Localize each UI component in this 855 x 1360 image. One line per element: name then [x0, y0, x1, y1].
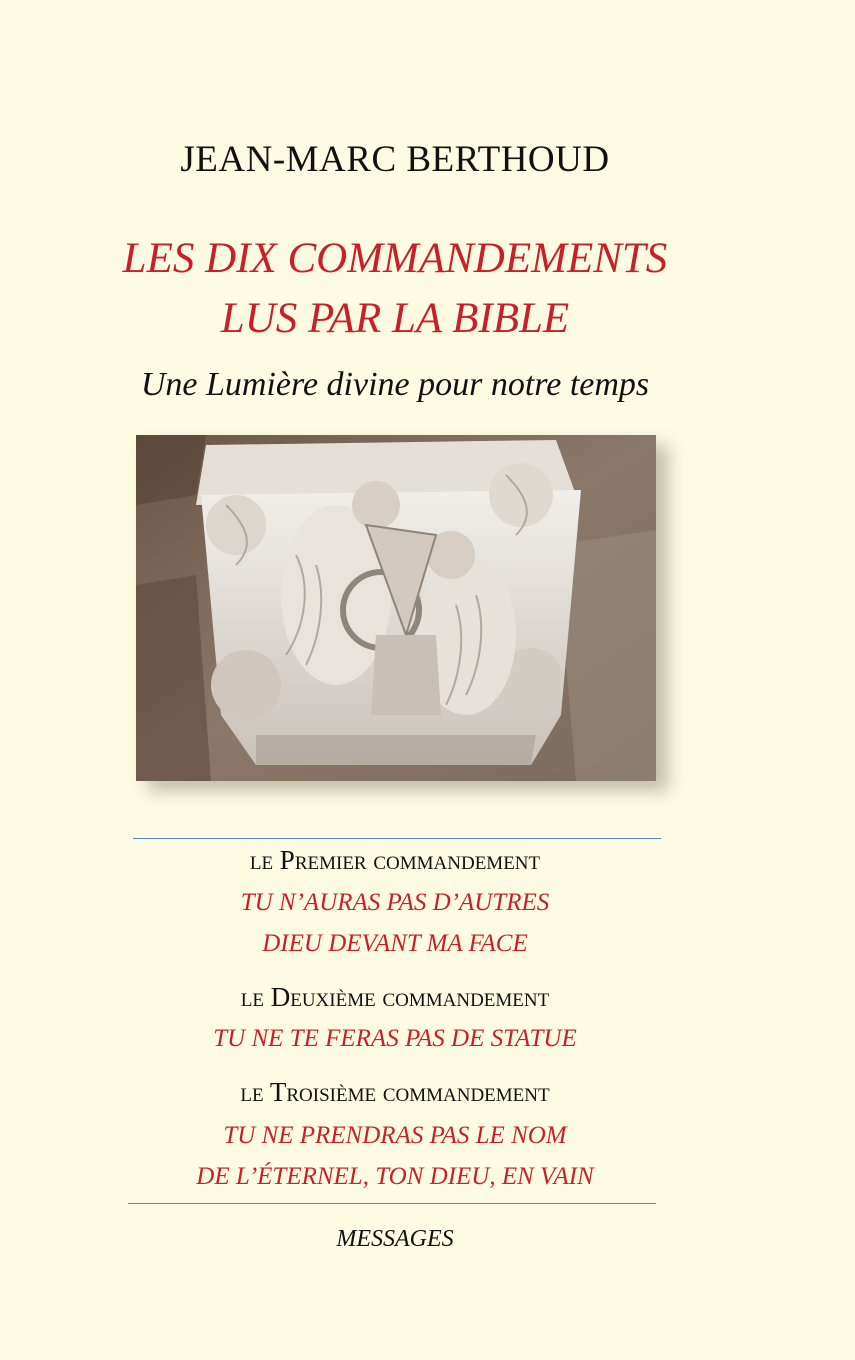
first-commandment-heading: le Premier commandement [249, 845, 541, 875]
third-commandment-heading: le Troisième commandement [240, 1077, 550, 1107]
second-commandment-heading: le Deuxième commandement [240, 982, 550, 1012]
book-title-line-2: LUS PAR LA BIBLE [220, 295, 570, 342]
cover-photo [136, 435, 656, 781]
book-title-line-1: LES DIX COMMANDEMENTS [122, 235, 668, 282]
third-commandment-text-line-2: DE L’ÉTERNEL, TON DIEU, EN VAIN [196, 1163, 594, 1190]
publisher-name: MESSAGES [336, 1226, 454, 1252]
author-name: JEAN-MARC BERTHOUD [180, 139, 610, 180]
bottom-divider [128, 1203, 656, 1204]
book-subtitle: Une Lumière divine pour notre temps [140, 366, 650, 403]
first-commandment-text-line-2: DIEU DEVANT MA FACE [262, 930, 528, 957]
carved-capital-illustration [136, 435, 656, 781]
third-commandment-text-line-1: TU NE PRENDRAS PAS LE NOM [223, 1122, 567, 1149]
second-commandment-text: TU NE TE FERAS PAS DE STATUE [213, 1025, 577, 1052]
top-divider [133, 838, 661, 839]
first-commandment-text-line-1: TU N’AURAS PAS D’AUTRES [240, 889, 550, 916]
